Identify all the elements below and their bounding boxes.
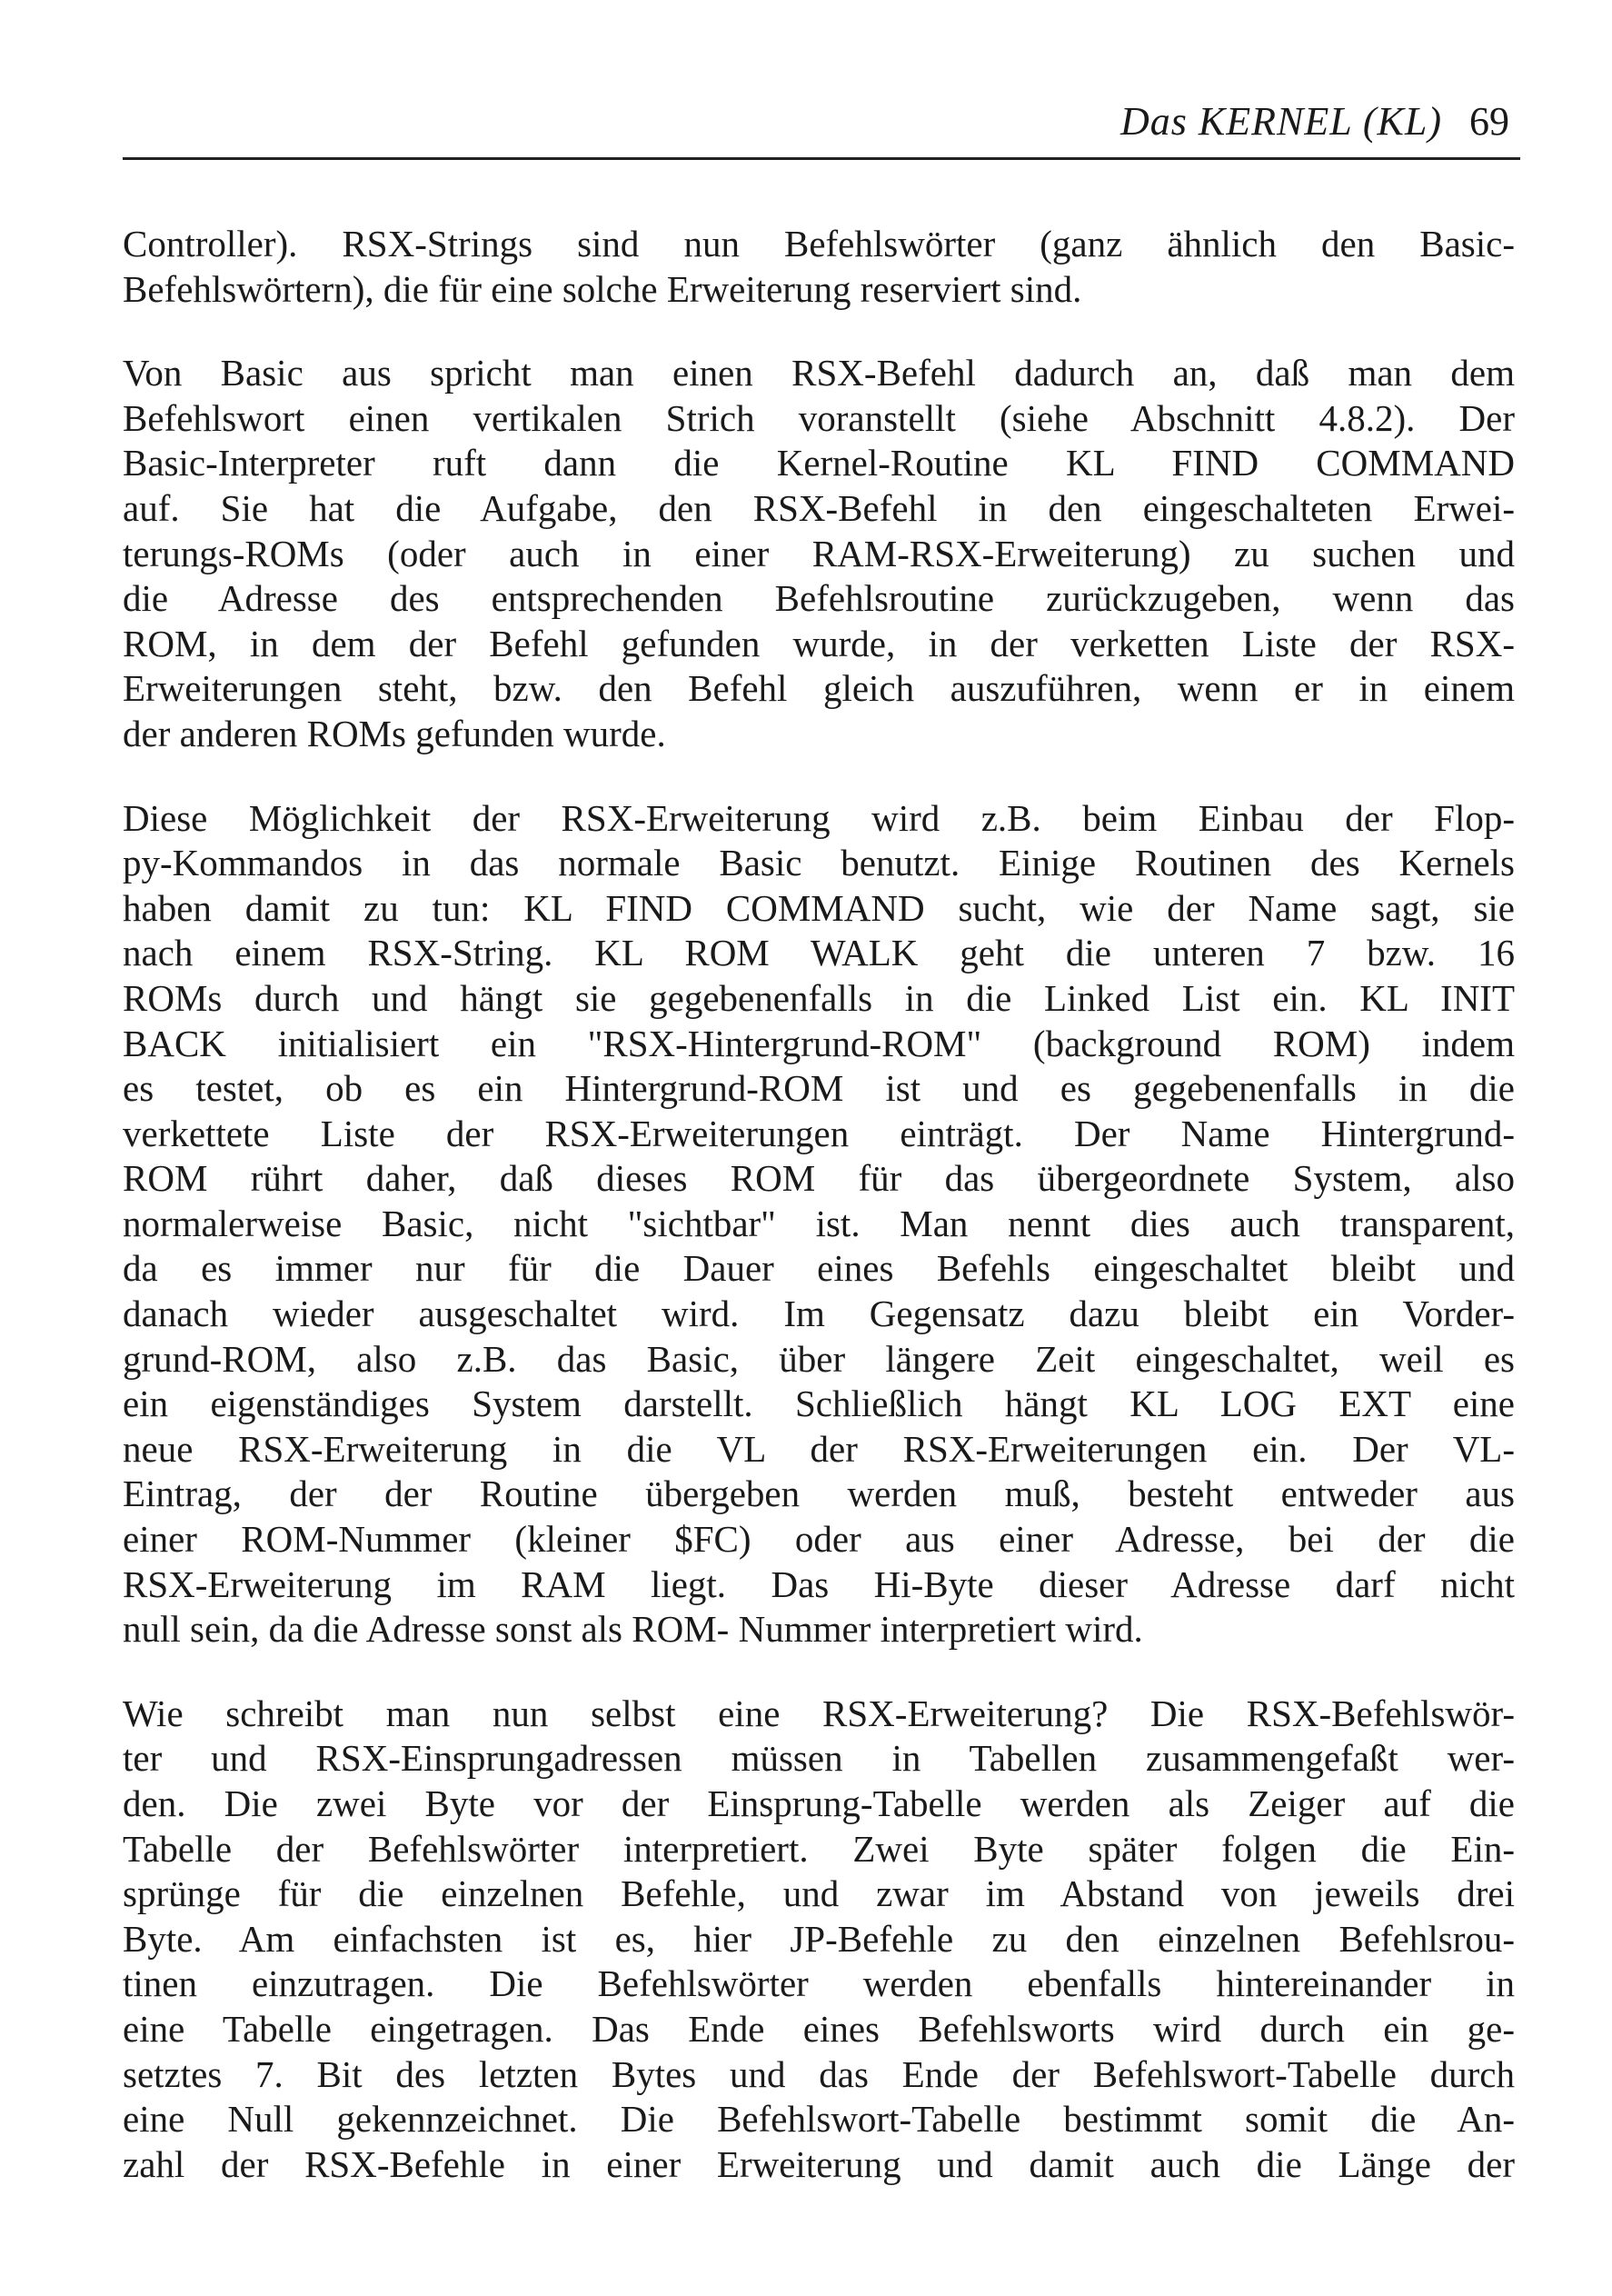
text-line: haben damit zu tun: KL FIND COMMAND sucht, wie der Name sagt, sie xyxy=(123,886,1515,929)
body-text xyxy=(123,222,1515,2187)
text-line: Eintrag, der der Routine übergeben werden muß, besteht entweder aus xyxy=(123,1472,1515,1515)
header-rule xyxy=(123,157,1520,160)
text-line: sprünge für die einzelnen Befehle, und zwar im Abstand von jeweils drei xyxy=(123,1872,1515,1915)
paragraph xyxy=(123,351,1515,756)
text-line: Wie schreibt man nun selbst eine RSX-Erweiterung? Die RSX-Befehlswör- xyxy=(123,1692,1515,1734)
text-line: py-Kommandos in das normale Basic benutzt. Einige Routinen des Kernels xyxy=(123,842,1515,884)
paragraph-gap xyxy=(123,1652,1515,1692)
paragraph xyxy=(123,796,1515,1652)
text-line: auf. Sie hat die Aufgabe, den RSX-Befehl in den eingeschalteten Erwei- xyxy=(123,486,1515,529)
text-line: ROM rührt daher, daß dieses ROM für das übergeordnete System, also xyxy=(123,1157,1515,1200)
page-number: 69 xyxy=(1469,99,1509,144)
text-line: nach einem RSX-String. KL ROM WALK geht die unteren 7 bzw. 16 xyxy=(123,932,1515,974)
text-line: es testet, ob es ein Hintergrund-ROM ist und es gegebenenfalls in die xyxy=(123,1067,1515,1110)
text-line: Basic-Interpreter ruft dann die Kernel-Routine KL FIND COMMAND xyxy=(123,442,1515,484)
text-line: ein eigenständiges System darstellt. Schließlich hängt KL LOG EXT eine xyxy=(123,1383,1515,1425)
paragraph xyxy=(123,222,1515,312)
text-line: grund-ROM, also z.B. das Basic, über längere Zeit eingeschaltet, weil es xyxy=(123,1337,1515,1380)
text-line: Diese Möglichkeit der RSX-Erweiterung wird z.B. beim Einbau der Flop- xyxy=(123,796,1515,839)
text-line: normalerweise Basic, nicht "sichtbar" ist. Man nennt dies auch transparent, xyxy=(123,1202,1515,1244)
text-line: die Adresse des entsprechenden Befehlsroutine zurückzugeben, wenn das xyxy=(123,577,1515,620)
page-header xyxy=(123,95,1520,149)
text-line: Befehlswort einen vertikalen Strich voranstellt (siehe Abschnitt 4.8.2). Der xyxy=(123,396,1515,439)
paragraph-gap xyxy=(123,757,1515,796)
text-line: der anderen ROMs gefunden wurde. xyxy=(123,712,666,754)
text-line: Von Basic aus spricht man einen RSX-Befehl dadurch an, daß man dem xyxy=(123,352,1515,394)
text-line: eine Null gekennzeichnet. Die Befehlswort-Tabelle bestimmt somit die An- xyxy=(123,2098,1515,2141)
text-line: Tabelle der Befehlswörter interpretiert. Zwei Byte später folgen die Ein- xyxy=(123,1827,1515,1870)
paragraph xyxy=(123,1692,1515,2188)
text-line: Byte. Am einfachsten ist es, hier JP-Befehle zu den einzelnen Befehlsrou- xyxy=(123,1917,1515,1960)
header-text xyxy=(1120,95,1509,149)
text-line: ROM, in dem der Befehl gefunden wurde, in der verketten Liste der RSX- xyxy=(123,622,1515,664)
running-title: Das KERNEL (KL) xyxy=(1119,99,1442,144)
paragraph-gap xyxy=(123,312,1515,351)
text-line: verkettete Liste der RSX-Erweiterungen einträgt. Der Name Hintergrund- xyxy=(123,1112,1515,1154)
text-line: den. Die zwei Byte vor der Einsprung-Tabelle werden als Zeiger auf die xyxy=(123,1782,1515,1824)
text-line: terungs-ROMs (oder auch in einer RAM-RSX-Erweiterung) zu suchen und xyxy=(123,532,1515,574)
text-line: RSX-Erweiterung im RAM liegt. Das Hi-Byte dieser Adresse darf nicht xyxy=(123,1562,1515,1605)
text-line: danach wieder ausgeschaltet wird. Im Gegensatz dazu bleibt ein Vorder- xyxy=(123,1293,1515,1335)
text-line: einer ROM-Nummer (kleiner $FC) oder aus einer Adresse, bei der die xyxy=(123,1518,1515,1561)
text-line: Controller). RSX-Strings sind nun Befehlswörter (ganz ähnlich den Basic- xyxy=(123,223,1515,265)
text-line: da es immer nur für die Dauer eines Befehls eingeschaltet bleibt und xyxy=(123,1247,1515,1290)
text-line: zahl der RSX-Befehle in einer Erweiterung und damit auch die Länge der xyxy=(123,2142,1515,2185)
text-line: neue RSX-Erweiterung in die VL der RSX-Erweiterungen ein. Der VL- xyxy=(123,1427,1515,1470)
text-line: eine Tabelle eingetragen. Das Ende eines Befehlsworts wird durch ein ge- xyxy=(123,2007,1515,2050)
text-line: Erweiterungen steht, bzw. den Befehl gleich auszuführen, wenn er in einem xyxy=(123,667,1515,710)
text-line: ter und RSX-Einsprungadressen müssen in Tabellen zusammengefaßt wer- xyxy=(123,1737,1515,1780)
text-line: setztes 7. Bit des letzten Bytes und das Ende der Befehlswort-Tabelle durch xyxy=(123,2052,1515,2095)
text-line: BACK initialisiert ein "RSX-Hintergrund-ROM" (background ROM) indem xyxy=(123,1022,1515,1064)
text-line: null sein, da die Adresse sonst als ROM- Nummer interpretiert wird. xyxy=(123,1608,1143,1651)
text-line: Befehlswörtern), die für eine solche Erweiterung reserviert sind. xyxy=(123,267,1082,310)
text-line: ROMs durch und hängt sie gegebenenfalls in die Linked List ein. KL INIT xyxy=(123,976,1515,1019)
text-line: tinen einzutragen. Die Befehlswörter werden ebenfalls hintereinander in xyxy=(123,1962,1515,2005)
